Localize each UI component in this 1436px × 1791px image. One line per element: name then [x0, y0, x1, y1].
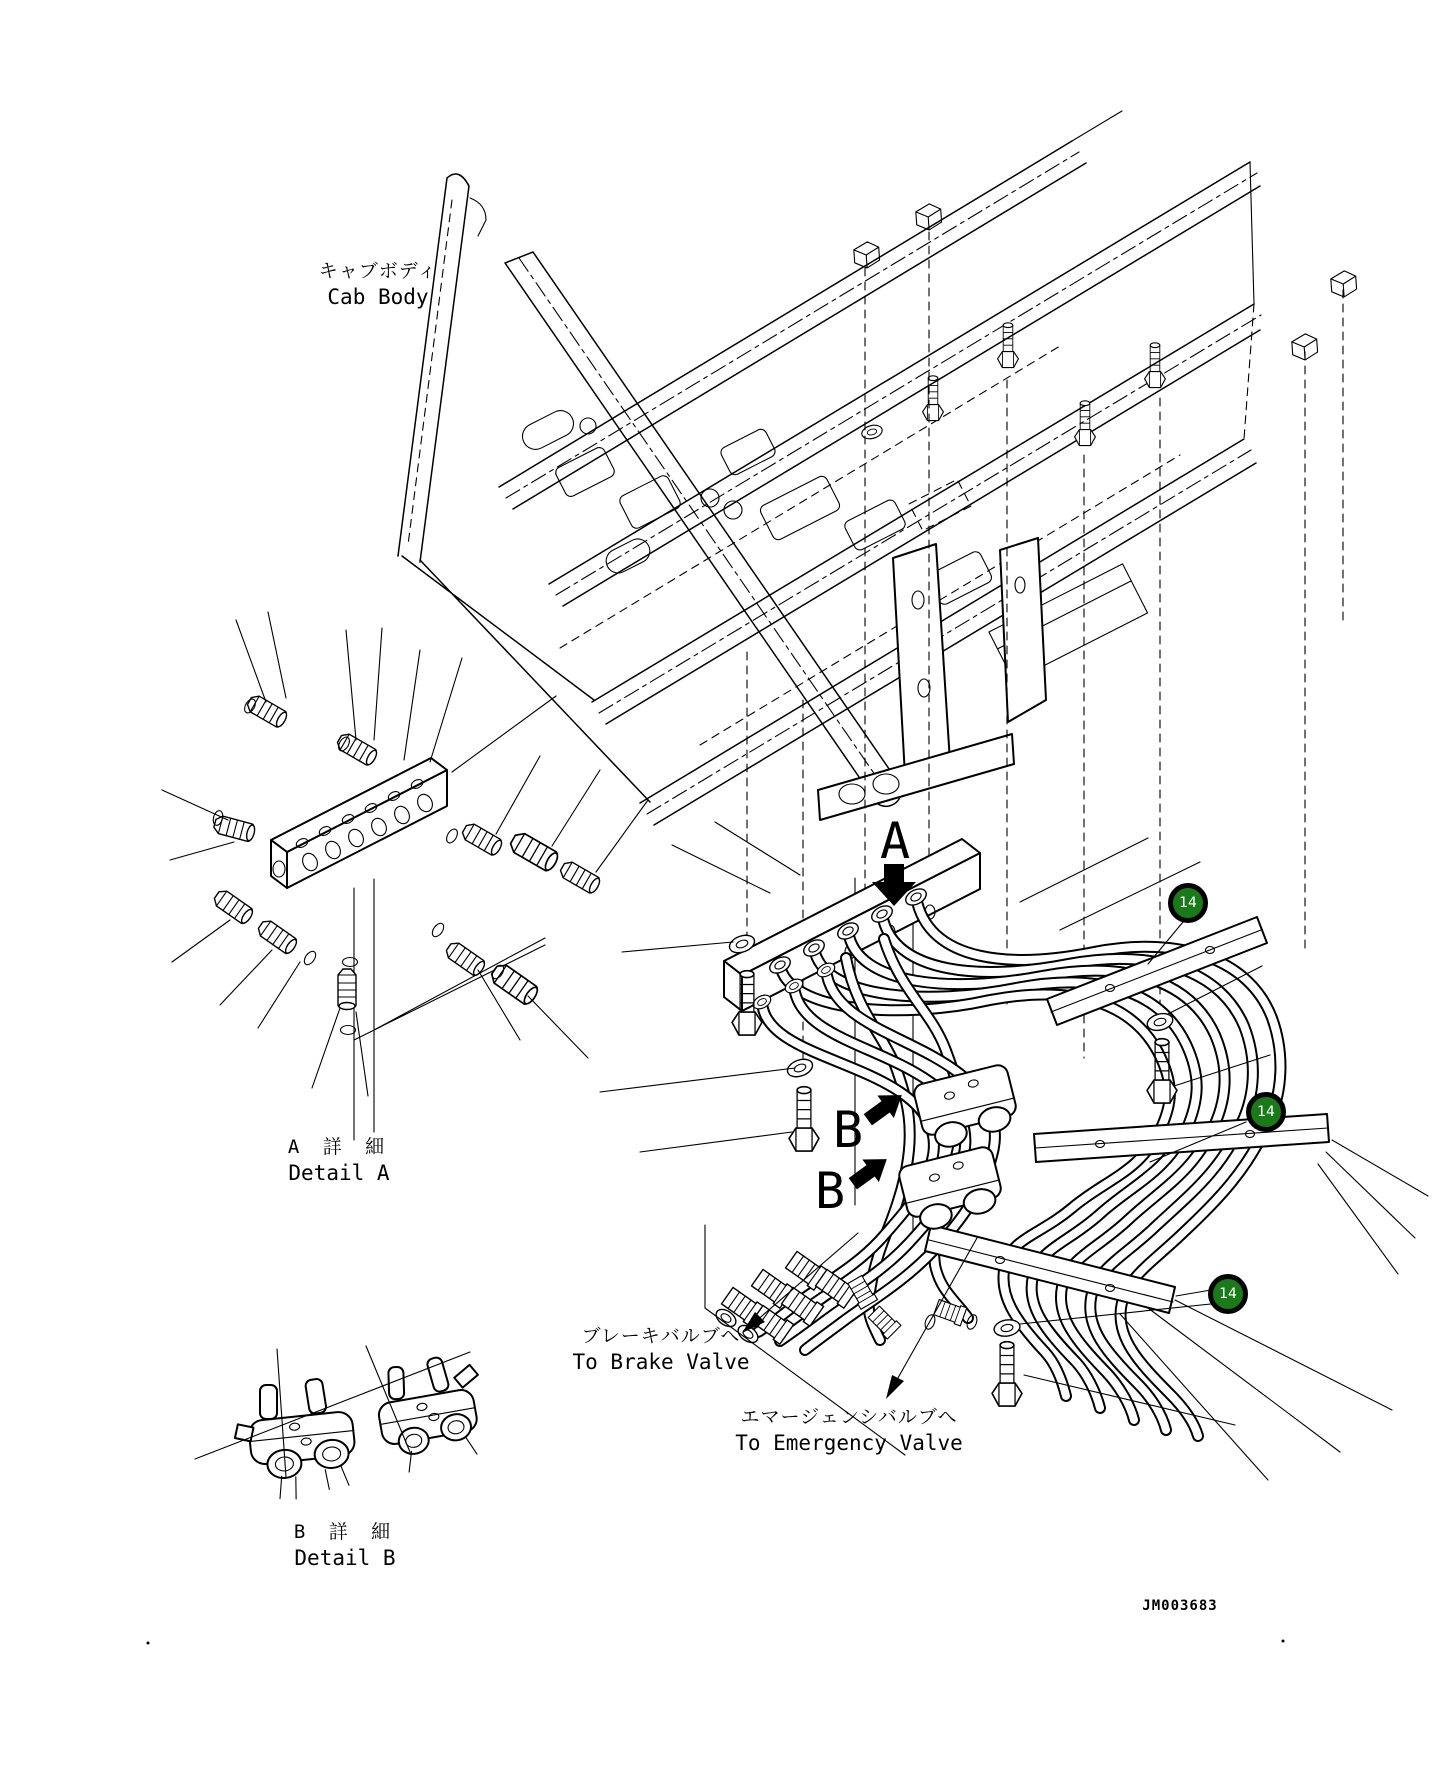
- view-b-marker-lower: B: [814, 1162, 846, 1220]
- o-ring: [444, 827, 459, 844]
- hanging-bolt: [998, 323, 1019, 368]
- view-a-marker: A: [879, 812, 911, 870]
- u-clip-icon: [1330, 270, 1357, 298]
- mount-bolt: [992, 1342, 1022, 1406]
- fitting: [335, 731, 379, 767]
- to-emergency-valve-label: [735, 1404, 963, 1456]
- fitting: [444, 940, 488, 978]
- detail-b-label-jp: B 詳 細: [293, 1521, 397, 1543]
- cab-body-label-jp: キャブボディ: [318, 260, 438, 282]
- fitting: [213, 815, 257, 843]
- to-brake-valve-label: [572, 1323, 749, 1375]
- drawing-number: JM003683: [1142, 1598, 1218, 1614]
- o-ring: [430, 921, 446, 938]
- fitting: [508, 830, 561, 873]
- registration-dot: [147, 1642, 150, 1645]
- detail-a-label: [288, 1134, 390, 1186]
- o-ring: [343, 958, 358, 967]
- cab-body-label: [319, 258, 437, 310]
- to-brake-valve-label-en: To Brake Valve: [572, 1350, 750, 1374]
- part-callout-1[interactable]: 14: [1168, 883, 1208, 923]
- to-emergency-valve-label-en: To Emergency Valve: [735, 1431, 963, 1455]
- detail-a-label-en: Detail A: [288, 1161, 390, 1185]
- fitting: [212, 888, 256, 926]
- u-clip-icon: [853, 241, 880, 269]
- detail-a-label-jp: A 詳 細: [287, 1136, 391, 1158]
- washer: [785, 1056, 815, 1080]
- washer: [860, 423, 883, 441]
- cab-body-drawing: [398, 111, 1261, 825]
- to-brake-valve-label-jp: ブレーキバルブへ: [581, 1325, 741, 1347]
- fitting: [338, 969, 356, 1010]
- mount-bolt: [789, 1087, 819, 1151]
- to-emergency-valve-label-jp: エマージェンシバルブへ: [740, 1406, 958, 1428]
- detail-a-drawing: [162, 612, 648, 1140]
- piping-assembly-drawing: [705, 839, 1329, 1455]
- hanging-bolt: [1145, 343, 1166, 388]
- cab-body-label-en: Cab Body: [327, 285, 429, 309]
- registration-dot: [1282, 1640, 1285, 1643]
- fitting: [460, 821, 504, 857]
- fitting: [256, 918, 300, 956]
- detail-b-drawing: [195, 1346, 492, 1505]
- hanging-bolt: [1075, 401, 1096, 446]
- part-callout-3[interactable]: 14: [1208, 1274, 1248, 1314]
- u-clip-icon: [915, 203, 942, 231]
- o-ring: [341, 1026, 356, 1035]
- clamp-bar-2: [1034, 1114, 1329, 1162]
- fitting: [558, 859, 602, 895]
- view-b-marker-upper: B: [832, 1101, 864, 1159]
- hose-clamp: [371, 1350, 493, 1475]
- part-callout-2[interactable]: 14: [1246, 1092, 1286, 1132]
- o-ring: [302, 949, 318, 966]
- emergency-valve-arrowhead-icon: [886, 1375, 904, 1399]
- hose-clamp: [230, 1375, 360, 1504]
- detail-b-label: [294, 1519, 396, 1571]
- detail-b-label-en: Detail B: [294, 1546, 396, 1570]
